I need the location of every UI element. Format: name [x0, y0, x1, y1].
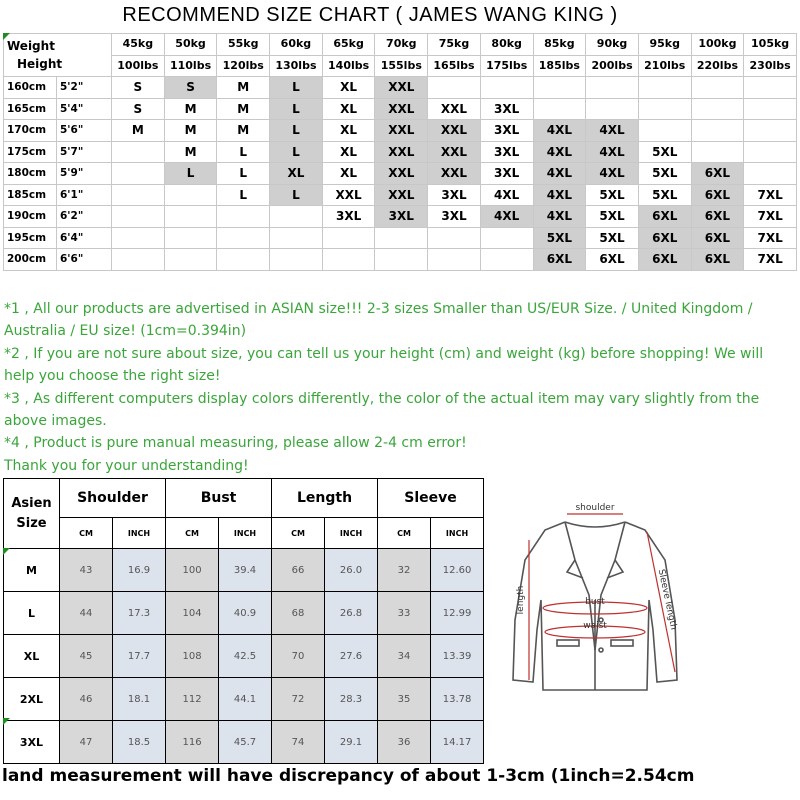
measure-cell: 100 — [166, 549, 219, 592]
size-cell — [744, 77, 797, 99]
size-cell: 4XL — [586, 141, 639, 163]
size-cell — [691, 77, 744, 99]
weight-lbs-header: 230lbs — [744, 55, 797, 77]
size-cell: 4XL — [533, 206, 586, 228]
size-cell: XXL — [428, 163, 481, 185]
size-cell: XXL — [375, 163, 428, 185]
size-cell: 6XL — [638, 249, 691, 271]
note-2: *2 , If you are not sure about size, you can tell us your height (cm) and weight (kg) before shopping! We will help you choose the right size! — [4, 345, 764, 385]
measure-cell: 35 — [378, 678, 431, 721]
measure-cell: 17.7 — [113, 635, 166, 678]
size-cell — [428, 77, 481, 99]
unit-inch-header: INCH — [219, 518, 272, 549]
size-label-cell: L — [4, 592, 60, 635]
measure-cell: 27.6 — [325, 635, 378, 678]
measure-cell: 28.3 — [325, 678, 378, 721]
size-cell: S — [164, 77, 217, 99]
measure-cell: 116 — [166, 721, 219, 764]
unit-inch-header: INCH — [113, 518, 166, 549]
measure-cell: 70 — [272, 635, 325, 678]
size-label-cell: M — [4, 549, 60, 592]
weight-lbs-header: 220lbs — [691, 55, 744, 77]
table-row — [4, 249, 797, 271]
size-cell: M — [217, 77, 270, 99]
height-cm-cell: 195cm — [4, 227, 57, 249]
measure-cell: 18.5 — [113, 721, 166, 764]
weight-kg-header: 80kg — [480, 34, 533, 56]
diagram-bust-label: bust — [585, 597, 605, 607]
size-cell: 4XL — [533, 163, 586, 185]
note-1: *1 , All our products are advertised in ASIAN size!!! 2-3 sizes Smaller than US/EUR Size. / United Kingdom / Australia / EU size! (1cm=0.394in) — [4, 301, 753, 340]
measure-cell: 45 — [60, 635, 113, 678]
size-cell: XXL — [322, 184, 375, 206]
size-cell — [164, 249, 217, 271]
size-cell — [428, 249, 481, 271]
height-inch-cell: 5'2" — [57, 77, 112, 99]
size-cell: 4XL — [480, 206, 533, 228]
height-label: Height — [17, 57, 63, 71]
notes — [4, 298, 796, 477]
size-cell: L — [270, 98, 323, 120]
size-label-cell: 2XL — [4, 678, 60, 721]
measurement-table — [3, 478, 484, 764]
height-inch-cell: 5'7" — [57, 141, 112, 163]
size-cell: 6XL — [691, 206, 744, 228]
size-cell — [270, 249, 323, 271]
size-cell: 4XL — [480, 184, 533, 206]
height-inch-cell: 6'1" — [57, 184, 112, 206]
asian-size-header — [4, 479, 60, 549]
weight-kg-header: 105kg — [744, 34, 797, 56]
unit-cm-header: CM — [166, 518, 219, 549]
height-inch-cell: 5'9" — [57, 163, 112, 185]
size-cell — [217, 249, 270, 271]
height-inch-cell: 6'2" — [57, 206, 112, 228]
measure-cell: 68 — [272, 592, 325, 635]
measure-cell: 44 — [60, 592, 113, 635]
size-cell: L — [217, 141, 270, 163]
weight-lbs-header: 185lbs — [533, 55, 586, 77]
measure-cell: 12.60 — [431, 549, 484, 592]
size-cell — [112, 249, 165, 271]
table-row — [4, 635, 484, 678]
measure-cell: 13.39 — [431, 635, 484, 678]
size-cell — [586, 77, 639, 99]
size-cell: 5XL — [533, 227, 586, 249]
weight-kg-header: 50kg — [164, 34, 217, 56]
size-cell: XXL — [375, 184, 428, 206]
size-cell — [586, 98, 639, 120]
table-row — [4, 549, 484, 592]
size-cell: XL — [322, 120, 375, 142]
size-cell — [480, 77, 533, 99]
measure-cell: 33 — [378, 592, 431, 635]
height-inch-cell: 6'6" — [57, 249, 112, 271]
unit-cm-header: CM — [272, 518, 325, 549]
measure-cell: 66 — [272, 549, 325, 592]
size-cell: L — [270, 184, 323, 206]
size-cell — [112, 141, 165, 163]
size-cell: 5XL — [638, 184, 691, 206]
size-cell: L — [270, 141, 323, 163]
size-cell: 6XL — [691, 184, 744, 206]
measure-cell: 32 — [378, 549, 431, 592]
height-cm-cell: 200cm — [4, 249, 57, 271]
measure-cell: 43 — [60, 549, 113, 592]
measure-cell: 44.1 — [219, 678, 272, 721]
size-cell: XL — [322, 77, 375, 99]
weight-lbs-header: 200lbs — [586, 55, 639, 77]
measure-column-header: Shoulder — [60, 479, 166, 518]
size-cell: 3XL — [428, 206, 481, 228]
measure-cell: 72 — [272, 678, 325, 721]
note-3: *3 , As different computers display colors differently, the color of the actual item may vary slightly from the above images. — [4, 390, 760, 430]
measure-cell: 74 — [272, 721, 325, 764]
size-cell — [112, 206, 165, 228]
measure-cell: 42.5 — [219, 635, 272, 678]
weight-kg-header: 95kg — [638, 34, 691, 56]
size-cell: 3XL — [428, 184, 481, 206]
size-cell: 7XL — [744, 227, 797, 249]
size-cell: M — [217, 98, 270, 120]
size-cell: L — [270, 77, 323, 99]
size-cell: XXL — [428, 120, 481, 142]
size-cell: 3XL — [480, 141, 533, 163]
size-cell: 5XL — [586, 206, 639, 228]
table-row — [4, 227, 797, 249]
measure-column-header: Length — [272, 479, 378, 518]
height-inch-cell: 6'4" — [57, 227, 112, 249]
table-row — [4, 721, 484, 764]
measure-cell: 12.99 — [431, 592, 484, 635]
note-4: *4 , Product is pure manual measuring, please allow 2-4 cm error! — [4, 435, 467, 452]
size-cell — [322, 227, 375, 249]
size-cell — [691, 120, 744, 142]
size-cell — [638, 77, 691, 99]
unit-cm-header: CM — [60, 518, 113, 549]
height-cm-cell: 175cm — [4, 141, 57, 163]
size-chart-table — [3, 33, 797, 271]
size-cell: 7XL — [744, 184, 797, 206]
size-cell: 6XL — [691, 163, 744, 185]
size-cell — [480, 249, 533, 271]
size-cell: XXL — [428, 98, 481, 120]
diagram-length-label: length — [516, 585, 526, 615]
weight-lbs-header: 155lbs — [375, 55, 428, 77]
size-cell: XL — [322, 98, 375, 120]
weight-kg-header: 100kg — [691, 34, 744, 56]
size-cell: S — [112, 98, 165, 120]
size-cell: M — [164, 141, 217, 163]
weight-height-header — [4, 34, 112, 77]
size-cell — [164, 206, 217, 228]
size-cell: S — [112, 77, 165, 99]
weight-kg-header: 70kg — [375, 34, 428, 56]
unit-cm-header: CM — [378, 518, 431, 549]
diagram-waist-label: waist — [583, 621, 607, 631]
size-cell: M — [164, 98, 217, 120]
measure-column-header: Sleeve — [378, 479, 484, 518]
size-cell: 6XL — [638, 206, 691, 228]
size-label-cell: XL — [4, 635, 60, 678]
size-cell — [375, 249, 428, 271]
weight-lbs-header: 110lbs — [164, 55, 217, 77]
table-row — [4, 592, 484, 635]
weight-kg-header: 75kg — [428, 34, 481, 56]
table-row — [4, 206, 797, 228]
height-inch-cell: 5'6" — [57, 120, 112, 142]
size-cell: L — [164, 163, 217, 185]
size-cell: 4XL — [533, 184, 586, 206]
size-cell: 4XL — [586, 120, 639, 142]
jacket-diagram-icon — [505, 500, 685, 700]
diagram-shoulder-label: shoulder — [575, 503, 615, 513]
size-cell — [112, 227, 165, 249]
measure-column-header: Bust — [166, 479, 272, 518]
height-cm-cell: 180cm — [4, 163, 57, 185]
height-cm-cell: 160cm — [4, 77, 57, 99]
size-cell: M — [164, 120, 217, 142]
measure-cell: 47 — [60, 721, 113, 764]
size-cell: M — [217, 120, 270, 142]
weight-kg-header: 85kg — [533, 34, 586, 56]
size-cell: XXL — [375, 120, 428, 142]
size-cell — [480, 227, 533, 249]
height-cm-cell: 170cm — [4, 120, 57, 142]
weight-lbs-header: 210lbs — [638, 55, 691, 77]
size-cell: L — [217, 163, 270, 185]
size-cell: 5XL — [586, 227, 639, 249]
diagram-sleeve-label: Sleeve length — [655, 568, 679, 631]
size-cell — [744, 141, 797, 163]
size-cell — [691, 141, 744, 163]
size-cell — [270, 227, 323, 249]
size-cell — [691, 98, 744, 120]
size-cell — [533, 77, 586, 99]
measure-cell: 34 — [378, 635, 431, 678]
measure-cell: 108 — [166, 635, 219, 678]
height-cm-cell: 185cm — [4, 184, 57, 206]
size-cell: 6XL — [638, 227, 691, 249]
table-row — [4, 98, 797, 120]
height-cm-cell: 190cm — [4, 206, 57, 228]
table-row — [4, 184, 797, 206]
page-title: RECOMMEND SIZE CHART ( JAMES WANG KING ) — [122, 4, 618, 26]
size-cell — [270, 206, 323, 228]
size-cell: 6XL — [586, 249, 639, 271]
size-cell — [744, 163, 797, 185]
size-cell: 3XL — [480, 163, 533, 185]
size-cell — [322, 249, 375, 271]
measure-cell: 13.78 — [431, 678, 484, 721]
size-cell — [112, 163, 165, 185]
size-cell: 5XL — [638, 163, 691, 185]
size-cell: 3XL — [322, 206, 375, 228]
unit-inch-header: INCH — [431, 518, 484, 549]
size-cell: XXL — [428, 141, 481, 163]
size-cell: 3XL — [480, 120, 533, 142]
corner-marker-icon — [3, 33, 10, 40]
corner-marker-icon — [3, 718, 10, 725]
size-cell: M — [112, 120, 165, 142]
size-cell: XL — [270, 163, 323, 185]
measure-cell: 104 — [166, 592, 219, 635]
measure-cell: 39.4 — [219, 549, 272, 592]
table-row — [4, 120, 797, 142]
weight-lbs-header: 165lbs — [428, 55, 481, 77]
weight-lbs-header: 130lbs — [270, 55, 323, 77]
measure-cell: 29.1 — [325, 721, 378, 764]
size-cell: 6XL — [691, 249, 744, 271]
weight-kg-header: 60kg — [270, 34, 323, 56]
weight-lbs-header: 120lbs — [217, 55, 270, 77]
size-cell — [375, 227, 428, 249]
weight-kg-header: 65kg — [322, 34, 375, 56]
size-cell — [112, 184, 165, 206]
measure-cell: 14.17 — [431, 721, 484, 764]
size-cell: 7XL — [744, 249, 797, 271]
size-cell: 4XL — [533, 141, 586, 163]
size-cell — [638, 120, 691, 142]
size-cell: L — [217, 184, 270, 206]
note-thanks: Thank you for your understanding! — [4, 457, 249, 474]
measure-cell: 26.0 — [325, 549, 378, 592]
size-cell: XXL — [375, 98, 428, 120]
size-cell: XL — [322, 141, 375, 163]
size-cell — [217, 227, 270, 249]
weight-kg-header: 45kg — [112, 34, 165, 56]
measure-cell: 26.8 — [325, 592, 378, 635]
size-cell: 5XL — [638, 141, 691, 163]
size-cell — [744, 120, 797, 142]
size-cell — [164, 184, 217, 206]
measure-cell: 36 — [378, 721, 431, 764]
size-cell — [533, 98, 586, 120]
size-cell — [164, 227, 217, 249]
size-cell: XXL — [375, 77, 428, 99]
weight-kg-header: 55kg — [217, 34, 270, 56]
size-cell — [217, 206, 270, 228]
size-cell — [638, 98, 691, 120]
size-cell: 6XL — [691, 227, 744, 249]
weight-label: Weight — [7, 39, 55, 53]
size-cell — [428, 227, 481, 249]
table-row — [4, 163, 797, 185]
size-cell: 7XL — [744, 206, 797, 228]
asian-label: Asien — [11, 495, 52, 511]
size-cell: 5XL — [586, 184, 639, 206]
size-label: Size — [16, 515, 47, 531]
weight-lbs-header: 175lbs — [480, 55, 533, 77]
weight-kg-header: 90kg — [586, 34, 639, 56]
measure-cell: 18.1 — [113, 678, 166, 721]
measure-cell: 112 — [166, 678, 219, 721]
measure-cell: 46 — [60, 678, 113, 721]
height-cm-cell: 165cm — [4, 98, 57, 120]
measure-cell: 16.9 — [113, 549, 166, 592]
height-inch-cell: 5'4" — [57, 98, 112, 120]
size-cell: 4XL — [533, 120, 586, 142]
measure-cell: 17.3 — [113, 592, 166, 635]
weight-lbs-header: 100lbs — [112, 55, 165, 77]
size-cell: 3XL — [375, 206, 428, 228]
size-cell: L — [270, 120, 323, 142]
size-cell: 6XL — [533, 249, 586, 271]
footer-note: land measurement will have discrepancy of about 1-3cm (1inch=2.54cm — [2, 766, 695, 786]
table-row — [4, 678, 484, 721]
unit-inch-header: INCH — [325, 518, 378, 549]
size-cell: XL — [322, 163, 375, 185]
measure-cell: 45.7 — [219, 721, 272, 764]
corner-marker-icon — [3, 548, 10, 555]
size-cell: 4XL — [586, 163, 639, 185]
size-cell: XXL — [375, 141, 428, 163]
measure-cell: 40.9 — [219, 592, 272, 635]
size-label-cell: 3XL — [4, 721, 60, 764]
table-row — [4, 77, 797, 99]
size-cell: 3XL — [480, 98, 533, 120]
table-row — [4, 141, 797, 163]
size-cell — [744, 98, 797, 120]
weight-lbs-header: 140lbs — [322, 55, 375, 77]
